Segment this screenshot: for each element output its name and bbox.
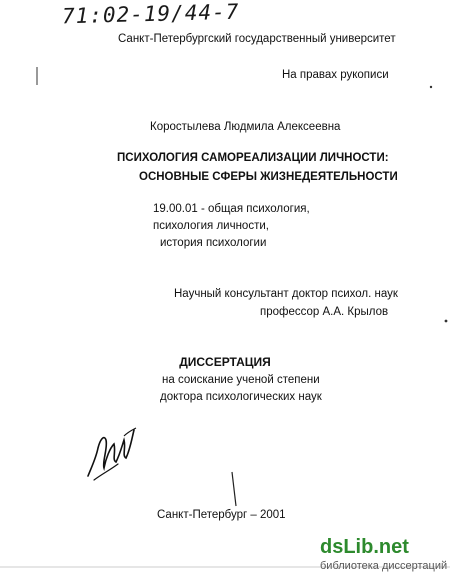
university-name: Санкт-Петербургский государственный университет bbox=[118, 33, 396, 45]
specialty-line-3: история психологии bbox=[160, 237, 267, 249]
title-line-1: ПСИХОЛОГИЯ САМОРЕАЛИЗАЦИИ ЛИЧНОСТИ: bbox=[117, 152, 389, 164]
dissertation-line-2: доктора психологических наук bbox=[160, 391, 322, 403]
watermark-subtitle: библиотека диссертаций bbox=[320, 560, 448, 572]
title-line-2: ОСНОВНЫЕ СФЕРЫ ЖИЗНЕДЕЯТЕЛЬНОСТИ bbox=[139, 171, 398, 183]
scan-mark bbox=[428, 84, 434, 90]
author-name: Коростылева Людмила Алексеевна bbox=[150, 121, 341, 133]
specialty-line-1: 19.00.01 - общая психология, bbox=[153, 203, 310, 215]
scan-mark bbox=[443, 318, 449, 324]
logo-main: dsLib bbox=[320, 536, 374, 558]
handwritten-signature bbox=[80, 418, 140, 488]
dissertation-title: ДИССЕРТАЦИЯ bbox=[179, 355, 271, 369]
dslib-watermark bbox=[320, 536, 448, 576]
manuscript-rights: На правах рукописи bbox=[282, 69, 389, 81]
logo-dot: . bbox=[373, 536, 379, 558]
logo-tld: net bbox=[378, 536, 409, 558]
dissertation-line-1: на соискание ученой степени bbox=[162, 374, 320, 386]
scan-mark bbox=[230, 470, 242, 510]
consultant-line-2: профессор А.А. Крылов bbox=[260, 306, 389, 318]
specialty-line-2: психология личности, bbox=[153, 220, 269, 232]
scan-mark bbox=[34, 66, 40, 86]
city-year: Санкт-Петербург – 2001 bbox=[157, 509, 286, 521]
consultant-line-1: Научный консультант доктор психол. наук bbox=[174, 288, 398, 300]
dslib-logo bbox=[320, 536, 409, 559]
archive-stamp: 71:02-19/44-7 bbox=[61, 0, 240, 29]
